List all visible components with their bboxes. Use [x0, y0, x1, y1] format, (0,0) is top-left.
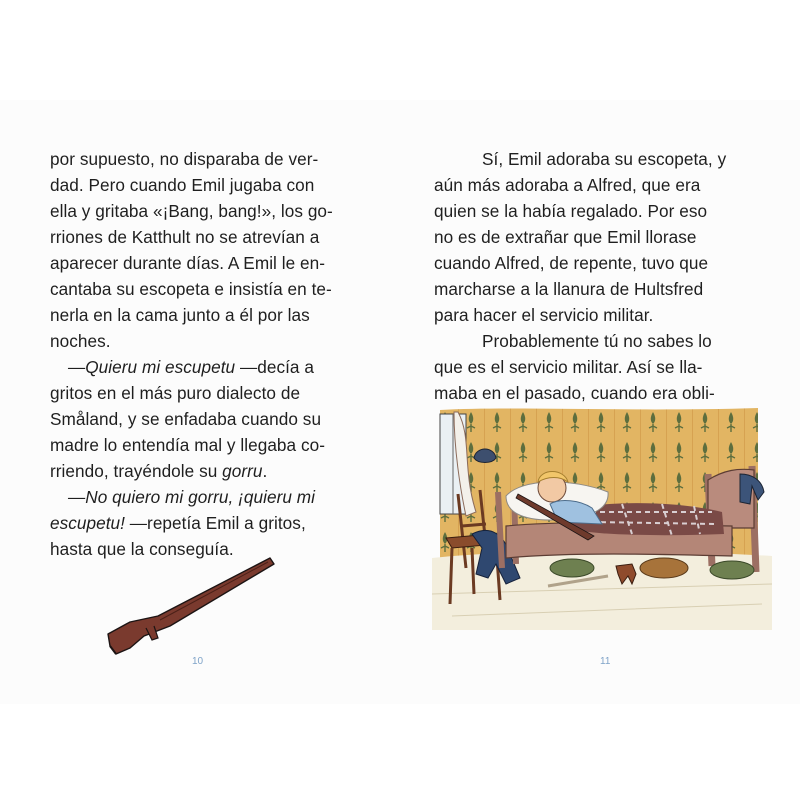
boy-in-bed-illustration	[432, 408, 772, 630]
text-line: Småland, y se enfadaba cuando su	[50, 409, 322, 429]
text-line: Sí, Emil adoraba su escopeta, y	[482, 149, 727, 169]
text-line: nerla en la cama junto a él por las	[50, 305, 310, 325]
page-number: 10	[192, 656, 204, 667]
page-number: 11	[600, 656, 611, 667]
left-page	[0, 100, 400, 704]
book-spread	[0, 100, 800, 704]
text-line: marcharse a la llanura de Hultsfred	[434, 279, 704, 299]
text-line: noches.	[50, 331, 111, 351]
text-line: cantaba su escopeta e insistía en te-	[50, 279, 332, 299]
text-line: que es el servicio militar. Así se lla-	[434, 357, 703, 377]
rifle-illustration	[100, 550, 280, 660]
text-line: madre lo entendía mal y llegaba co-	[50, 435, 325, 455]
text-line: dad. Pero cuando Emil jugaba con	[50, 175, 315, 195]
italic-dialect: —No quiero mi gorru, ¡quieru mi	[68, 487, 316, 507]
text-line: ella y gritaba «¡Bang, bang!», los go-	[50, 201, 333, 221]
text-line: cuando Alfred, de repente, tuvo que	[434, 253, 709, 273]
text-line: para hacer el servicio militar.	[434, 305, 654, 325]
text-line: rriones de Katthult no se atrevían a	[50, 227, 320, 247]
italic-dialect: —Quieru mi escupetu	[68, 357, 236, 377]
italic-dialect: escupetu!	[50, 513, 125, 533]
text-line: Probablemente tú no sabes lo	[482, 331, 712, 351]
italic-dialect: gorru	[222, 461, 263, 481]
right-page	[400, 100, 800, 704]
text-line: aparecer durante días. A Emil le en-	[50, 253, 326, 273]
text-line: hasta que la conseguía.	[50, 539, 234, 559]
text-line: quien se la había regalado. Por eso	[434, 201, 708, 221]
text-fragment: —decía a	[235, 357, 314, 377]
text-fragment: .	[262, 461, 268, 481]
text-fragment: —repetía Emil a gritos,	[124, 513, 306, 533]
text-line	[50, 458, 267, 484]
text-line: aún más adoraba a Alfred, que era	[434, 175, 701, 195]
text-line	[50, 510, 306, 536]
text-line: gritos en el más puro dialecto de	[50, 383, 301, 403]
dialogue-line	[68, 354, 314, 380]
text-fragment: rriendo, trayéndole su	[50, 461, 223, 481]
text-line: maba en el pasado, cuando era obli-	[434, 383, 715, 403]
text-line: por supuesto, no disparaba de ver-	[50, 149, 319, 169]
text-line: no es de extrañar que Emil llorase	[434, 227, 697, 247]
dialogue-line	[68, 484, 315, 510]
